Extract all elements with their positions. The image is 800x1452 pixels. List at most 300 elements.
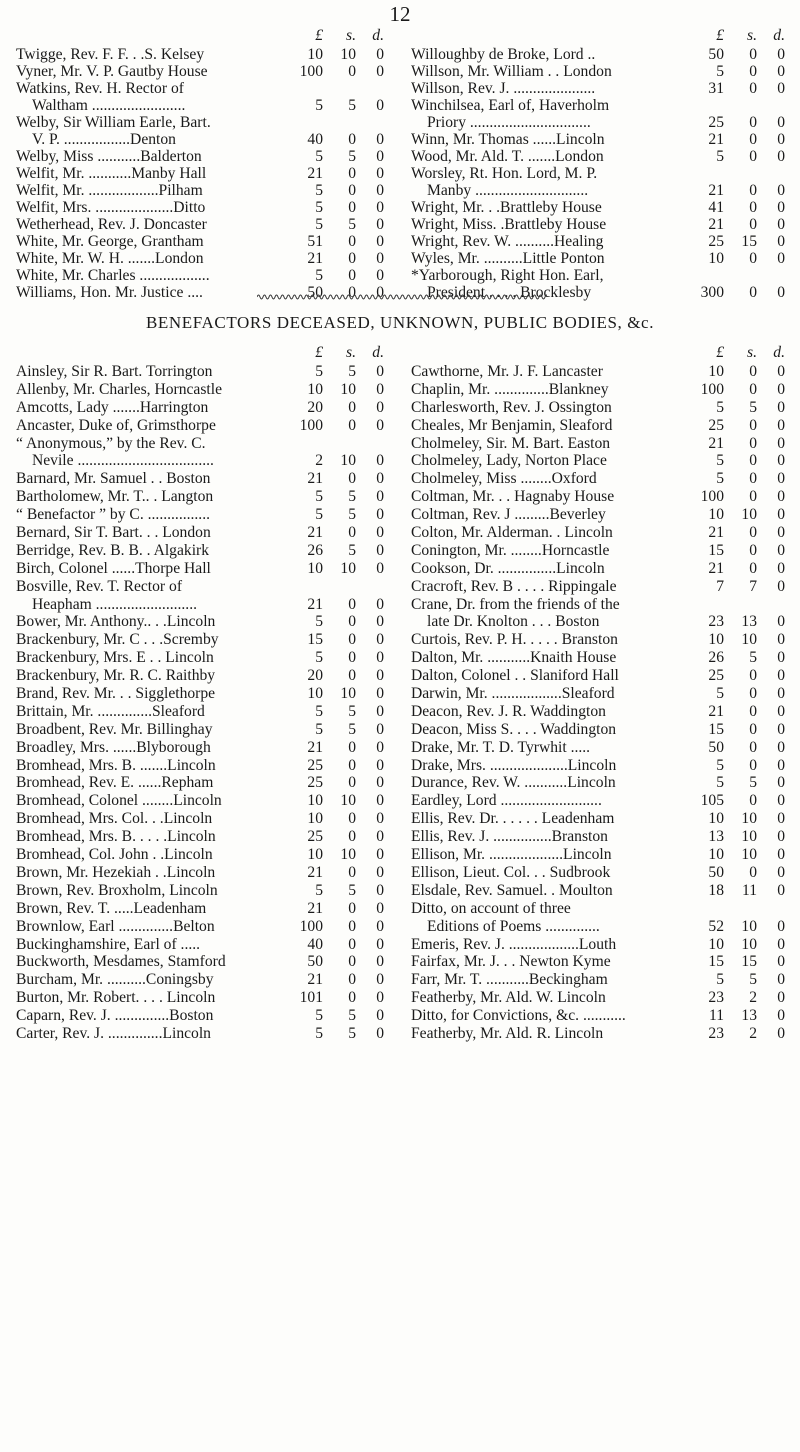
pounds-label: £ (716, 27, 724, 44)
pence-value: 0 (777, 792, 785, 810)
list-item (411, 399, 785, 417)
benefactor-name: Cracroft, Rev. B . . . . Rippingale (411, 577, 617, 595)
benefactor-name: Buckworth, Mesdames, Stamford (16, 953, 226, 971)
pounds-value: 50 (708, 863, 724, 881)
pence-value: 0 (376, 233, 384, 250)
ornamental-divider (257, 292, 547, 302)
pounds-value: 5 (716, 63, 724, 80)
list-item (16, 649, 384, 667)
shillings-value: 0 (348, 284, 356, 301)
shillings-value: 0 (348, 667, 356, 685)
shillings-value: 0 (348, 631, 356, 649)
list-item (16, 80, 384, 97)
benefactor-name: Cawthorne, Mr. J. F. Lancaster (411, 363, 603, 380)
shillings-value: 0 (749, 131, 757, 148)
pounds-value: 5 (315, 267, 323, 284)
pounds-value (287, 114, 323, 131)
pounds-value: 5 (315, 702, 323, 720)
pence-value: 0 (777, 917, 785, 935)
benefactor-name: late Dr. Knolton . . . Boston (427, 613, 600, 631)
pounds-value: 300 (700, 284, 724, 301)
pence-value: 0 (376, 810, 384, 828)
shillings-value (323, 114, 356, 131)
pounds-value (287, 435, 323, 453)
pounds-value: 5 (315, 506, 323, 524)
benefactor-name: Bromhead, Mrs. B. .......Lincoln (16, 756, 216, 774)
pence-value: 0 (376, 899, 384, 917)
benefactor-name: Broadbent, Rev. Mr. Billinghay (16, 720, 213, 738)
list-item (411, 882, 785, 900)
pounds-value: 5 (716, 971, 724, 989)
benefactor-name: Vyner, Mr. V. P. Gautby House (16, 63, 208, 80)
pence-value: 0 (376, 863, 384, 881)
list-item (16, 1025, 384, 1043)
pounds-value: 50 (307, 953, 323, 971)
pence-value: 0 (777, 46, 785, 63)
pounds-value: 20 (307, 667, 323, 685)
shillings-value: 10 (741, 935, 757, 953)
list-item (411, 900, 785, 918)
benefactor-name: Bromhead, Col. John . .Lincoln (16, 846, 213, 864)
list-item (411, 417, 785, 435)
list-item (16, 936, 384, 954)
list-item (411, 631, 785, 649)
benefactor-name: Wright, Mr. . .Brattleby House (411, 199, 602, 216)
benefactor-name: Cholmeley, Lady, Norton Place (411, 452, 607, 470)
shillings-value: 0 (749, 792, 757, 810)
list-item (16, 757, 384, 775)
benefactor-name: Brown, Rev. Broxholm, Lincoln (16, 881, 218, 899)
shillings-value: 0 (348, 416, 356, 434)
section-title: BENEFACTORS DECEASED, UNKNOWN, PUBLIC BODIES, &c. (145, 313, 655, 332)
shillings-value: 5 (749, 971, 757, 989)
pounds-value: 52 (708, 917, 724, 935)
list-item (16, 216, 384, 233)
shillings-value: 0 (348, 199, 356, 216)
pounds-value: 10 (708, 363, 724, 380)
shillings-value: 0 (749, 738, 757, 756)
shillings-value: 0 (749, 114, 757, 131)
list-item (411, 542, 785, 560)
list-item (16, 542, 384, 560)
benefactor-name: Twigge, Rev. F. F. . .S. Kelsey (16, 46, 205, 63)
list-item (411, 165, 785, 182)
benefactor-name: Brownlow, Earl ..............Belton (16, 917, 215, 935)
benefactor-name: Farr, Mr. T. ...........Beckingham (411, 971, 608, 989)
benefactor-name: Cholmeley, Miss ........Oxford (411, 470, 597, 488)
pounds-value: 50 (708, 46, 724, 63)
benefactor-name: Willson, Mr. William . . London (411, 63, 612, 80)
shillings-value: 10 (340, 792, 356, 810)
pounds-value: 10 (708, 250, 724, 267)
benefactor-name: Bromhead, Mrs. Col. . .Lincoln (16, 810, 213, 828)
list-item (16, 165, 384, 182)
benefactor-name: Deacon, Miss S. . . . Waddington (411, 720, 617, 738)
pounds-value: 5 (716, 148, 724, 165)
benefactors-list-bottom-left (16, 342, 384, 1043)
pence-value: 0 (376, 685, 384, 703)
pence-value: 0 (376, 63, 384, 80)
list-item (411, 864, 785, 882)
shillings-value: 0 (749, 250, 757, 267)
pounds-value: 10 (307, 380, 323, 398)
shillings-value: 0 (348, 971, 356, 989)
pounds-value: 41 (708, 199, 724, 216)
list-item (16, 721, 384, 739)
pence-value (757, 97, 785, 114)
pence-value: 0 (376, 595, 384, 613)
shillings-value: 0 (749, 80, 757, 97)
pence-value: 0 (376, 46, 384, 63)
benefactor-name: Brackenbury, Mr. C . . .Scremby (16, 631, 219, 649)
list-item (411, 363, 785, 381)
pence-value: 0 (376, 738, 384, 756)
pounds-value: 21 (708, 559, 724, 577)
shillings-value: 13 (741, 1007, 757, 1025)
pence-label: d. (773, 344, 785, 361)
pence-value: 0 (376, 953, 384, 971)
shillings-value (323, 80, 356, 97)
pounds-label: £ (315, 344, 323, 361)
benefactor-name: Cheales, Mr Benjamin, Sleaford (411, 416, 613, 434)
pounds-value: 13 (708, 828, 724, 846)
list-item (411, 953, 785, 971)
benefactor-name: Manby ............................. (427, 182, 589, 199)
shillings-value: 5 (348, 506, 356, 524)
pounds-value: 21 (708, 434, 724, 452)
shillings-value: 0 (749, 182, 757, 199)
pence-value: 0 (777, 774, 785, 792)
list-item (16, 578, 384, 596)
shillings-value: 10 (741, 810, 757, 828)
pence-value: 0 (777, 182, 785, 199)
list-item (16, 560, 384, 578)
list-item (16, 524, 384, 542)
list-item (411, 267, 785, 284)
pounds-value: 5 (716, 470, 724, 488)
pounds-value: 25 (307, 828, 323, 846)
shillings-label: s. (346, 344, 356, 361)
shillings-label: s. (747, 344, 757, 361)
pounds-value: 21 (307, 899, 323, 917)
benefactor-name: White, Mr. W. H. .......London (16, 250, 204, 267)
shillings-value: 0 (348, 953, 356, 971)
pounds-value: 101 (299, 989, 323, 1007)
list-item (16, 233, 384, 250)
pence-value: 0 (376, 917, 384, 935)
shillings-value: 0 (749, 434, 757, 452)
list-item (16, 97, 384, 114)
pounds-value: 5 (315, 199, 323, 216)
shillings-value: 0 (348, 63, 356, 80)
pence-value: 0 (777, 284, 785, 301)
pounds-value: 10 (307, 559, 323, 577)
benefactor-name: Featherby, Mr. Ald. W. Lincoln (411, 989, 606, 1007)
shillings-value: 0 (749, 148, 757, 165)
pence-label: d. (372, 27, 384, 44)
currency-header (16, 342, 384, 363)
benefactor-name: Wood, Mr. Ald. T. .......London (411, 148, 604, 165)
benefactor-name: Welby, Miss ...........Balderton (16, 148, 202, 165)
pounds-value: 5 (716, 452, 724, 470)
benefactor-name: Chaplin, Mr. ..............Blankney (411, 380, 609, 398)
pence-value: 0 (777, 398, 785, 416)
shillings-value: 10 (741, 506, 757, 524)
pence-value: 0 (777, 577, 785, 595)
shillings-value: 0 (348, 935, 356, 953)
pence-value (356, 435, 384, 453)
benefactor-name: Cholmeley, Sir. M. Bart. Easton (411, 434, 611, 452)
pounds-value: 5 (716, 685, 724, 703)
benefactor-name: Waltham ........................ (32, 97, 186, 114)
benefactor-name: Burton, Mr. Robert. . . . Lincoln (16, 989, 216, 1007)
pence-value: 0 (777, 810, 785, 828)
pence-value: 0 (777, 756, 785, 774)
list-item (16, 399, 384, 417)
shillings-value: 5 (348, 541, 356, 559)
pence-value: 0 (376, 559, 384, 577)
benefactor-name: V. P. .................Denton (32, 131, 176, 148)
pounds-value: 10 (307, 810, 323, 828)
pounds-value: 51 (307, 233, 323, 250)
pounds-value: 100 (700, 380, 724, 398)
shillings-value (323, 578, 356, 596)
list-item (16, 900, 384, 918)
shillings-value: 0 (348, 524, 356, 542)
pence-value: 0 (376, 828, 384, 846)
benefactor-name: Emeris, Rev. J. ..................Louth (411, 935, 617, 953)
pence-value: 0 (777, 63, 785, 80)
shillings-value: 2 (749, 1024, 757, 1042)
pounds-value: 7 (716, 577, 724, 595)
pounds-value: 5 (315, 1024, 323, 1042)
pence-value: 0 (777, 148, 785, 165)
shillings-value: 0 (348, 250, 356, 267)
pounds-value: 5 (315, 881, 323, 899)
pence-value: 0 (777, 452, 785, 470)
pence-label: d. (773, 27, 785, 44)
pence-value: 0 (376, 649, 384, 667)
list-item (411, 114, 785, 131)
pounds-value: 100 (299, 63, 323, 80)
list-item (16, 250, 384, 267)
benefactor-name: Elsdale, Rev. Samuel. . Moulton (411, 881, 613, 899)
list-item (16, 971, 384, 989)
benefactor-name: “ Anonymous,” by the Rev. C. (16, 434, 206, 452)
benefactors-list-top-right (411, 26, 785, 301)
benefactor-name: Fairfax, Mr. J. . . Newton Kyme (411, 953, 611, 971)
pence-value: 0 (777, 559, 785, 577)
list-item (16, 846, 384, 864)
benefactor-name: Welfit, Mr. ...........Manby Hall (16, 165, 207, 182)
pounds-value: 10 (708, 846, 724, 864)
pounds-value: 10 (708, 631, 724, 649)
benefactor-name: Carter, Rev. J. ..............Lincoln (16, 1024, 211, 1042)
list-item (16, 792, 384, 810)
shillings-value: 0 (348, 131, 356, 148)
benefactor-name: Ainsley, Sir R. Bart. Torrington (16, 363, 213, 380)
shillings-value: 0 (348, 398, 356, 416)
currency-header (411, 26, 785, 46)
benefactor-name: Deacon, Rev. J. R. Waddington (411, 702, 606, 720)
shillings-value: 13 (741, 613, 757, 631)
pence-value: 0 (777, 953, 785, 971)
pounds-value (688, 900, 724, 918)
pounds-label: £ (716, 344, 724, 361)
pence-value: 0 (777, 80, 785, 97)
pence-value: 0 (376, 182, 384, 199)
benefactor-name: Welfit, Mr. ..................Pilham (16, 182, 203, 199)
pounds-value: 21 (307, 863, 323, 881)
pounds-value: 21 (307, 250, 323, 267)
pence-value: 0 (376, 199, 384, 216)
pence-value: 0 (777, 631, 785, 649)
pounds-value: 5 (315, 148, 323, 165)
list-item (16, 506, 384, 524)
pounds-value: 100 (700, 488, 724, 506)
shillings-value: 0 (749, 702, 757, 720)
list-item (16, 810, 384, 828)
pence-value: 0 (376, 250, 384, 267)
shillings-value: 2 (749, 989, 757, 1007)
benefactor-name: Eardley, Lord .......................... (411, 792, 602, 810)
list-item (411, 971, 785, 989)
shillings-value: 0 (348, 595, 356, 613)
shillings-value: 0 (749, 541, 757, 559)
pounds-value: 2 (315, 452, 323, 470)
list-item (411, 1025, 785, 1043)
benefactor-name: Bosville, Rev. T. Rector of (16, 577, 183, 595)
pence-value (356, 578, 384, 596)
benefactor-name: Conington, Mr. ........Horncastle (411, 541, 610, 559)
shillings-value: 5 (749, 398, 757, 416)
pence-value: 0 (777, 363, 785, 380)
list-item (411, 1007, 785, 1025)
shillings-value: 0 (348, 774, 356, 792)
shillings-value: 5 (749, 774, 757, 792)
list-item (411, 524, 785, 542)
pounds-value: 5 (315, 488, 323, 506)
pence-value: 0 (376, 284, 384, 301)
benefactor-name: Barnard, Mr. Samuel . . Boston (16, 470, 211, 488)
pence-value: 0 (777, 881, 785, 899)
pence-value: 0 (376, 267, 384, 284)
pence-value: 0 (376, 524, 384, 542)
shillings-value: 0 (749, 63, 757, 80)
shillings-value (724, 97, 757, 114)
benefactor-name: Broadley, Mrs. ......Blyborough (16, 738, 211, 756)
pounds-value: 21 (307, 165, 323, 182)
benefactor-name: Colton, Mr. Alderman. . Lincoln (411, 524, 613, 542)
pence-value: 0 (777, 1007, 785, 1025)
benefactor-name: Brown, Rev. T. .....Leadenham (16, 899, 207, 917)
list-item (411, 250, 785, 267)
shillings-value (724, 900, 757, 918)
pence-value: 0 (777, 131, 785, 148)
pounds-value: 26 (708, 649, 724, 667)
benefactor-name: *Yarborough, Right Hon. Earl, (411, 267, 604, 284)
shillings-value (724, 165, 757, 182)
shillings-value: 5 (348, 216, 356, 233)
list-item (16, 882, 384, 900)
list-item (411, 216, 785, 233)
pounds-value: 21 (708, 131, 724, 148)
pounds-value: 18 (708, 881, 724, 899)
benefactor-name: Coltman, Rev. J .........Beverley (411, 506, 606, 524)
list-item (411, 685, 785, 703)
shillings-value: 0 (749, 416, 757, 434)
pence-value: 0 (376, 131, 384, 148)
pounds-value: 5 (716, 398, 724, 416)
benefactor-name: Ellis, Rev. J. ...............Branston (411, 828, 608, 846)
page-number: 12 (389, 2, 411, 26)
shillings-value: 0 (348, 613, 356, 631)
benefactor-name: Cookson, Dr. ...............Lincoln (411, 559, 605, 577)
pounds-value: 5 (315, 649, 323, 667)
benefactor-name: Ditto, on account of three (411, 899, 571, 917)
pence-value: 0 (376, 363, 384, 380)
pence-value: 0 (777, 1024, 785, 1042)
list-item (411, 199, 785, 216)
benefactor-name: Drake, Mr. T. D. Tyrwhit ..... (411, 738, 591, 756)
list-item (411, 774, 785, 792)
shillings-value: 0 (348, 828, 356, 846)
benefactor-name: Williams, Hon. Mr. Justice .... (16, 284, 203, 301)
pounds-value: 25 (307, 774, 323, 792)
pounds-value: 25 (708, 667, 724, 685)
benefactor-name: Curtois, Rev. P. H. . . . . Branston (411, 631, 618, 649)
pence-value (757, 165, 785, 182)
pence-value: 0 (777, 380, 785, 398)
pence-value: 0 (777, 685, 785, 703)
pounds-value: 105 (700, 792, 724, 810)
list-item (16, 828, 384, 846)
list-item (411, 233, 785, 250)
shillings-value: 10 (340, 380, 356, 398)
list-item (411, 435, 785, 453)
shillings-value: 0 (749, 559, 757, 577)
pounds-value: 40 (307, 131, 323, 148)
pounds-value: 21 (307, 595, 323, 613)
pounds-value: 21 (708, 524, 724, 542)
benefactor-name: Brown, Mr. Hezekiah . .Lincoln (16, 863, 216, 881)
benefactor-name: Amcotts, Lady .......Harrington (16, 398, 209, 416)
pence-value: 0 (376, 989, 384, 1007)
benefactor-name: Welfit, Mrs. ....................Ditto (16, 199, 206, 216)
list-item (411, 560, 785, 578)
shillings-value: 0 (749, 685, 757, 703)
benefactor-name: President . . . . Brocklesby (427, 284, 592, 301)
pounds-value: 26 (307, 541, 323, 559)
shillings-value: 0 (749, 863, 757, 881)
list-item (411, 703, 785, 721)
list-item (16, 596, 384, 614)
shillings-value (323, 435, 356, 453)
pence-value: 0 (376, 720, 384, 738)
shillings-value: 0 (749, 452, 757, 470)
pounds-value: 25 (708, 416, 724, 434)
shillings-value: 10 (741, 846, 757, 864)
benefactor-name: Durance, Rev. W. ...........Lincoln (411, 774, 616, 792)
benefactor-name: Editions of Poems .............. (427, 917, 600, 935)
shillings-value: 5 (348, 97, 356, 114)
list-item (16, 488, 384, 506)
pence-value: 0 (777, 470, 785, 488)
pence-value: 0 (777, 114, 785, 131)
pence-value: 0 (777, 828, 785, 846)
benefactor-name: Worsley, Rt. Hon. Lord, M. P. (411, 165, 598, 182)
benefactor-name: Nevile ................................... (32, 452, 214, 470)
